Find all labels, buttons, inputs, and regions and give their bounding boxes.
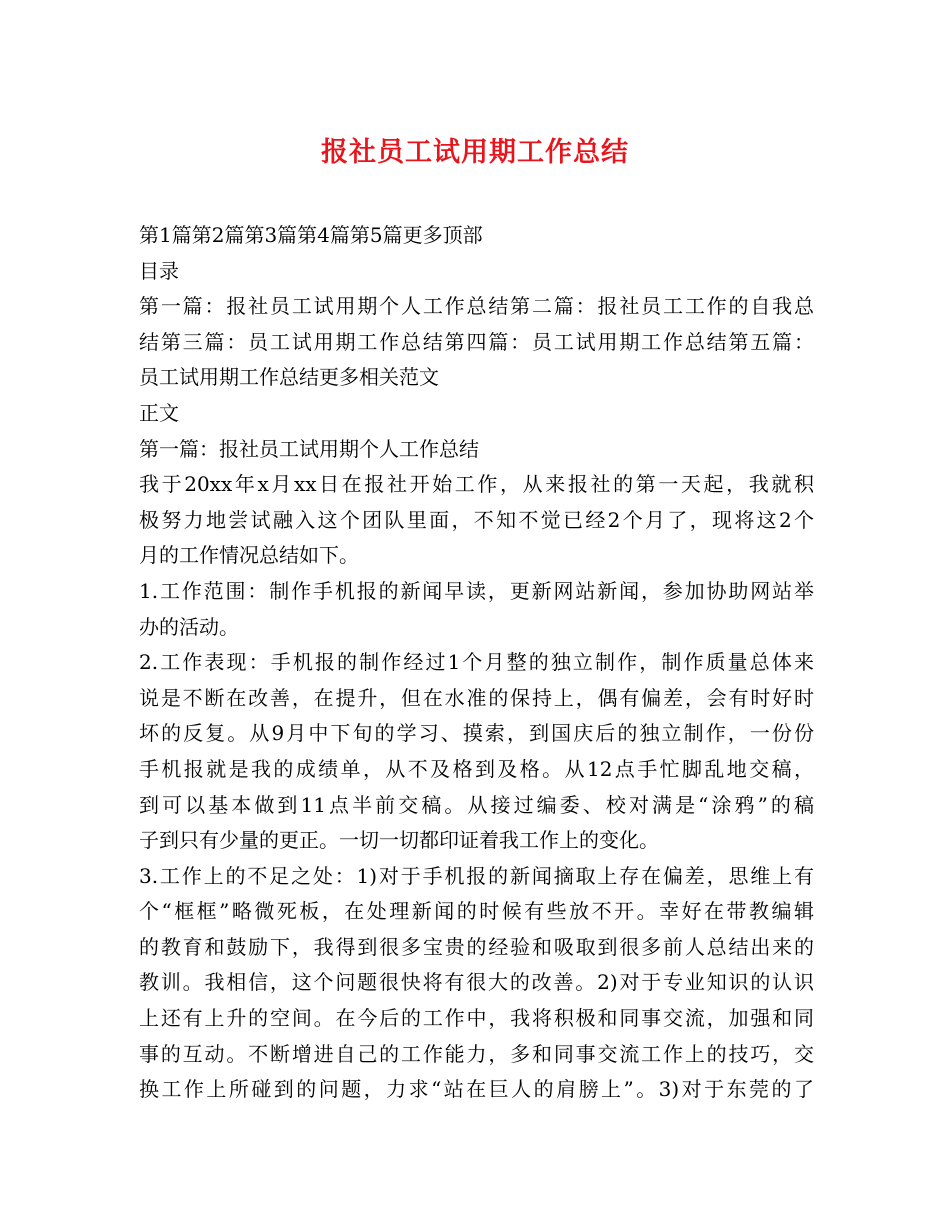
body-line: 员工试用期工作总结更多相关范文 [139,365,439,390]
body-line: 正文 [139,400,179,425]
body-line: 第一篇：报社员工试用期个人工作总结 [139,436,479,461]
body-line: 到可以基本做到11点半前交稿。从接过编委、校对满是“涂鸦”的稿 [139,792,814,817]
body-line: 我于20xx年x月xx日在报社开始工作，从来报社的第一天起，我就积 [139,472,814,497]
body-line: 坏的反复。从9月中下旬的学习、摸索，到国庆后的独立制作，一份份 [139,721,814,746]
body-line: 办的活动。 [139,614,239,639]
body-line: 月的工作情况总结如下。 [139,543,359,568]
body-line: 的教育和鼓励下，我得到很多宝贵的经验和吸取到很多前人总结出来的 [139,934,814,959]
body-line: 上还有上升的空间。在今后的工作中，我将积极和同事交流，加强和同 [139,1006,814,1031]
body-line: 2.工作表现：手机报的制作经过1个月整的独立制作，制作质量总体来 [139,650,814,675]
body-line: 3.工作上的不足之处：1)对于手机报的新闻摘取上存在偏差，思维上有 [139,863,814,888]
body-line: 目录 [139,258,179,283]
body-line: 第一篇：报社员工试用期个人工作总结第二篇：报社员工工作的自我总 [139,294,814,319]
body-line: 个“框框”略微死板，在处理新闻的时候有些放不开。幸好在带教编辑 [139,899,814,924]
body-line: 说是不断在改善，在提升，但在水准的保持上，偶有偏差，会有时好时 [139,685,814,710]
body-line: 1.工作范围：制作手机报的新闻早读，更新网站新闻，参加协助网站举 [139,578,814,603]
body-line: 事的互动。不断增进自己的工作能力，多和同事交流工作上的技巧，交 [139,1041,814,1066]
body-line: 第1篇第2篇第3篇第4篇第5篇更多顶部 [139,223,483,247]
document-body [139,218,814,1108]
body-line: 换工作上所碰到的问题，力求“站在巨人的肩膀上”。3)对于东莞的了 [139,1077,814,1102]
body-line: 子到只有少量的更正。一切一切都印证着我工作上的变化。 [139,828,659,853]
body-line: 极努力地尝试融入这个团队里面，不知不觉已经2个月了，现将这2个 [139,507,814,532]
body-line: 教训。我相信，这个问题很快将有很大的改善。2)对于专业知识的认识 [139,970,814,995]
body-line: 手机报就是我的成绩单，从不及格到及格。从12点手忙脚乱地交稿， [139,756,814,781]
body-line: 结第三篇：员工试用期工作总结第四篇：员工试用期工作总结第五篇： [139,329,814,354]
document-title: 报社员工试用期工作总结 [321,137,629,168]
